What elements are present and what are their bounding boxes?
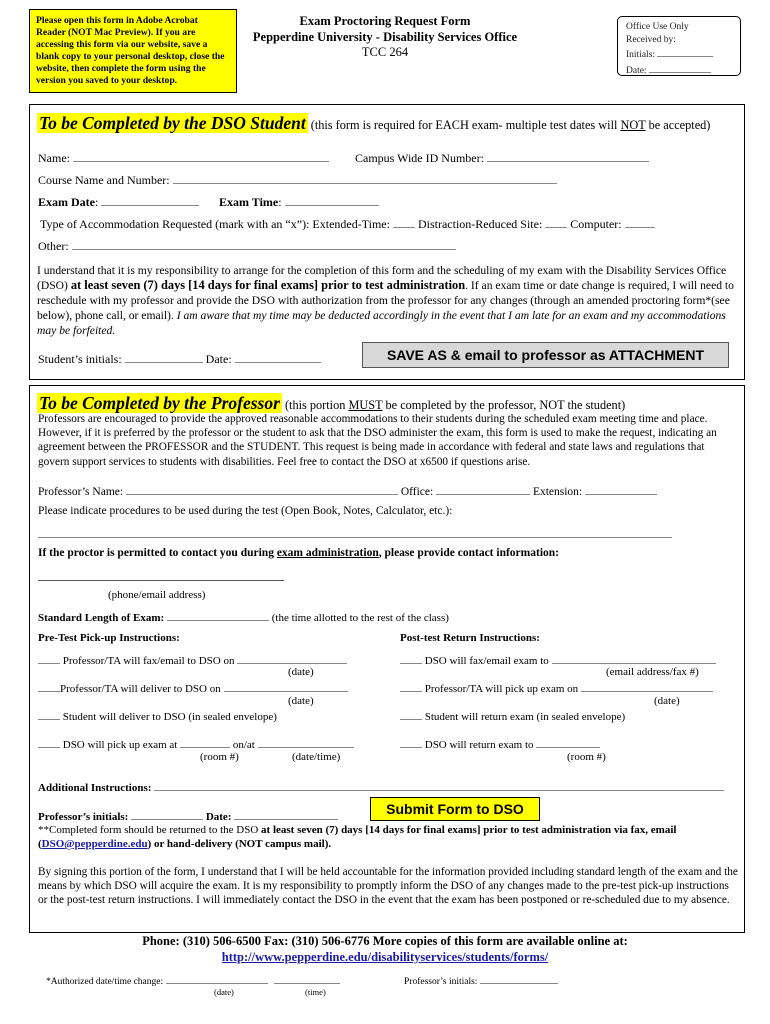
pre2-date-field[interactable] bbox=[224, 681, 348, 692]
std-length-field[interactable] bbox=[167, 610, 269, 621]
student-heading bbox=[37, 113, 710, 134]
post4-label: DSO will return exam to bbox=[424, 739, 534, 751]
post-test-title: Post-test Return Instructions: bbox=[400, 632, 540, 644]
submit-form-button[interactable]: Submit Form to DSO bbox=[370, 797, 540, 821]
pre2-date-caption: (date) bbox=[288, 695, 314, 707]
form-room: TCC 264 bbox=[361, 45, 409, 59]
name-label: Name: bbox=[38, 151, 70, 165]
prof-extension-field[interactable] bbox=[585, 484, 657, 495]
authorized-time-caption: (time) bbox=[305, 987, 326, 997]
prof-office-label: Office: bbox=[400, 486, 434, 498]
prof-name-label: Professor’s Name: bbox=[38, 486, 124, 498]
additional-field[interactable] bbox=[154, 780, 724, 791]
std-length-note: (the time allotted to the rest of the class) bbox=[271, 612, 449, 624]
post2-check[interactable] bbox=[400, 681, 422, 692]
post3-label: Student will return exam (in sealed envelope) bbox=[424, 711, 626, 723]
accom-computer-field[interactable] bbox=[625, 217, 655, 228]
authorized-time-field[interactable] bbox=[274, 975, 340, 984]
office-date-label: Date: bbox=[626, 65, 647, 76]
authorized-change-label: *Authorized date/time change: bbox=[46, 977, 164, 987]
other-field[interactable] bbox=[72, 239, 456, 250]
post4-room-caption: (room #) bbox=[567, 751, 606, 763]
cwid-label: Campus Wide ID Number: bbox=[355, 151, 484, 165]
accom-computer-label: Computer: bbox=[570, 217, 622, 231]
return-note: **Completed form should be returned to the DSO at least seven (7) days [14 days for final exams] prior to test administration via fax, email (DSO@pepperdine.edu) or hand-delivery (NOT campus mail). bbox=[38, 824, 677, 850]
acrobat-notice: Please open this form in Adobe Acrobat Reader (NOT Mac Preview). If you are accessing this form via our website, save a blank copy to your personal desktop, close the website, then complete the form using the version you saved to your desktop. bbox=[29, 9, 237, 93]
post3-check[interactable] bbox=[400, 709, 422, 720]
post2-label: Professor/TA will pick up exam on bbox=[424, 683, 579, 695]
pre-test-title: Pre-Test Pick-up Instructions: bbox=[38, 632, 180, 644]
post4-room-field[interactable] bbox=[536, 737, 600, 748]
course-field[interactable] bbox=[173, 173, 557, 184]
professor-intro: Professors are encouraged to provide the approved reasonable accommodations to their students during the scheduled exam meeting time and place. However, if it is preferred by the professor or the student to ask that the DSO administer the exam, this form is used to make the request, indicating an agreement between the PROFESSOR and the STUDENT. This request is being made in accordance with federal and state laws and regulations that govern support services to students with disabilities. Feel free to contact the DSO at x6500 if questions arise. bbox=[38, 413, 717, 468]
accom-extended-field[interactable] bbox=[393, 217, 415, 228]
office-initials-field[interactable] bbox=[657, 46, 713, 57]
phone-email-caption: (phone/email address) bbox=[108, 589, 206, 601]
post4-check[interactable] bbox=[400, 737, 422, 748]
student-date-label: Date: bbox=[205, 352, 232, 366]
pre4-room-field[interactable] bbox=[180, 737, 230, 748]
prof-date-field[interactable] bbox=[234, 809, 338, 820]
save-as-button[interactable]: SAVE AS & email to professor as ATTACHMENT bbox=[362, 342, 729, 368]
pre3-check[interactable] bbox=[38, 709, 60, 720]
dso-email-link[interactable]: DSO@pepperdine.edu bbox=[41, 838, 148, 850]
accom-distraction-label: Distraction-Reduced Site: bbox=[417, 217, 543, 231]
student-initials-label: Student’s initials: bbox=[38, 352, 122, 366]
cwid-field[interactable] bbox=[487, 151, 649, 162]
footer-prof-initials-field[interactable] bbox=[480, 975, 558, 984]
student-section-title: To be Completed by the DSO Student bbox=[39, 113, 306, 133]
prof-initials-label: Professor’s initials: bbox=[38, 811, 129, 823]
exam-time-field[interactable] bbox=[285, 195, 379, 206]
other-label: Other: bbox=[38, 239, 69, 253]
authorized-date-caption: (date) bbox=[214, 987, 234, 997]
authorized-date-field[interactable] bbox=[166, 975, 268, 984]
pre1-label: Professor/TA will fax/email to DSO on bbox=[62, 655, 235, 667]
prof-name-field[interactable] bbox=[126, 484, 398, 495]
pre4-check[interactable] bbox=[38, 737, 60, 748]
pre4-datetime-field[interactable] bbox=[258, 737, 354, 748]
footer-prof-initials-label: Professor’s initials: bbox=[404, 977, 478, 987]
student-agreement: I understand that it is my responsibility to arrange for the completion of this form and the scheduling of my exam with the Disability Services Office (DSO) at least seven (7) days [14 days for final exams] prior to test administration. If an exam time or date change is required, I will need to reschedule with my professor and provide the DSO with authorization from the professor for any changes (through an amended proctoring form*(see below), phone call, or email). I am aware that my time may be deducted accordingly in the event that I am late for an exam and my accommodations may be forfeited. bbox=[37, 264, 734, 337]
procedures-field[interactable] bbox=[38, 537, 672, 538]
additional-label: Additional Instructions: bbox=[38, 782, 152, 794]
pre4-onat-label: on/at bbox=[232, 739, 255, 751]
pre4-label: DSO will pick up exam at bbox=[62, 739, 178, 751]
form-org: Pepperdine University - Disability Services Office bbox=[252, 30, 518, 44]
student-initials-field[interactable] bbox=[125, 352, 203, 363]
prof-office-field[interactable] bbox=[436, 484, 530, 495]
exam-date-field[interactable] bbox=[101, 195, 199, 206]
footer-contact: Phone: (310) 506-6500 Fax: (310) 506-6776 More copies of this form are available online at: bbox=[142, 934, 628, 948]
pre3-label: Student will deliver to DSO (in sealed envelope) bbox=[62, 711, 277, 723]
student-date-field[interactable] bbox=[235, 352, 321, 363]
pre2-check[interactable] bbox=[38, 681, 60, 692]
contact-field[interactable] bbox=[38, 580, 284, 581]
office-use-title: Office Use Only bbox=[626, 22, 689, 32]
accom-label: Type of Accommodation Requested (mark with an “x”): bbox=[40, 217, 310, 231]
pre4-room-caption: (room #) bbox=[200, 751, 239, 763]
professor-section-title: To be Completed by the Professor bbox=[39, 393, 280, 413]
course-label: Course Name and Number: bbox=[38, 173, 170, 187]
pre2-label: Professor/TA will deliver to DSO on bbox=[60, 683, 221, 695]
procedures-label: Please indicate procedures to be used during the test (Open Book, Notes, Calculator, etc.): bbox=[38, 505, 453, 517]
post1-check[interactable] bbox=[400, 653, 422, 664]
accom-distraction-field[interactable] bbox=[545, 217, 567, 228]
pre4-datetime-caption: (date/time) bbox=[292, 751, 341, 763]
student-subtitle: (this form is required for EACH exam- multiple test dates will NOT be accepted) bbox=[310, 118, 711, 132]
pre1-check[interactable] bbox=[38, 653, 60, 664]
post1-caption: (email address/fax #) bbox=[606, 666, 699, 678]
prof-extension-label: Extension: bbox=[532, 486, 583, 498]
post2-date-field[interactable] bbox=[581, 681, 713, 692]
office-use-box bbox=[617, 16, 741, 76]
office-initials-label: Initials: bbox=[626, 50, 656, 60]
professor-heading bbox=[37, 393, 625, 414]
contact-label: If the proctor is permitted to contact you during exam administration, please provide contact information: bbox=[38, 547, 559, 559]
exam-time-label: Exam Time bbox=[219, 195, 279, 209]
name-field[interactable] bbox=[73, 151, 329, 162]
pre1-date-field[interactable] bbox=[237, 653, 347, 664]
form-title: Exam Proctoring Request Form bbox=[299, 14, 471, 28]
post2-date-caption: (date) bbox=[654, 695, 680, 707]
forms-url-link[interactable]: http://www.pepperdine.edu/disabilityservices/students/forms/ bbox=[221, 950, 549, 964]
professor-subtitle: (this portion MUST be completed by the professor, NOT the student) bbox=[284, 398, 626, 412]
pre1-date-caption: (date) bbox=[288, 666, 314, 678]
office-date-field[interactable] bbox=[649, 62, 711, 73]
exam-date-label: Exam Date bbox=[38, 195, 95, 209]
signing-statement: By signing this portion of the form, I understand that I will be held accountable for the information provided including standard length of the exam and the means by which DSO will acquire the exam. It is my responsibility to promptly inform the DSO of any changes made to the pre-test pick-up instructions or the post-test return instructions. I will immediately contact the DSO in the event that the exam has been postponed or re-scheduled due to my absence. bbox=[38, 866, 738, 907]
post1-label: DSO will fax/email exam to bbox=[424, 655, 549, 667]
received-by-label: Received by: bbox=[626, 34, 676, 45]
post1-field[interactable] bbox=[552, 653, 716, 664]
accom-extended-label: Extended-Time: bbox=[312, 217, 390, 231]
std-length-label: Standard Length of Exam: bbox=[38, 612, 165, 624]
prof-date-label: Date: bbox=[205, 811, 232, 823]
prof-initials-field[interactable] bbox=[131, 809, 203, 820]
